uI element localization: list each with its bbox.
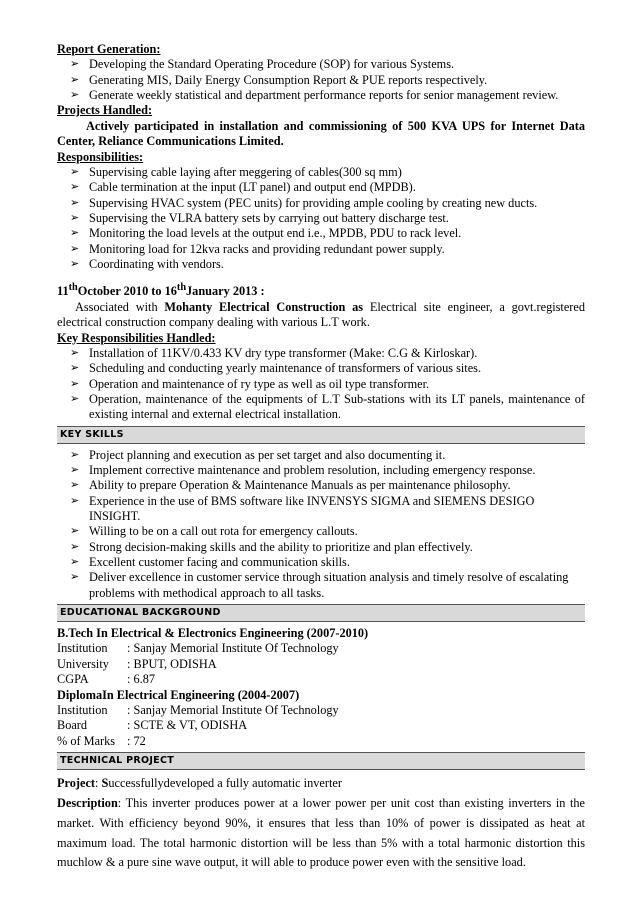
- report-generation-list: [57, 57, 585, 103]
- edu-value: : 72: [127, 733, 146, 748]
- list-item: ➢ Monitoring the load levels at the output end i.e., MPDB, PDU to rack level.: [60, 226, 585, 241]
- edu-label: % of Marks: [57, 733, 116, 748]
- list-item: ➢ Deliver excellence in customer service through situation analysis and timely resolve of escalating problems with methodical approach to all tasks.: [60, 570, 585, 601]
- edu-value: : BPUT, ODISHA: [127, 656, 217, 671]
- list-item: ➢ Strong decision-making skills and the ability to prioritize and plan effectively.: [60, 540, 585, 555]
- edu-label: University: [57, 656, 109, 671]
- edu-value: : Sanjay Memorial Institute Of Technology: [127, 641, 339, 656]
- key-responsibilities-heading: Key Responsibilities Handled:: [57, 330, 216, 345]
- role-text: Electrical site engineer,: [363, 299, 493, 314]
- edu-value: : 6.87: [127, 672, 156, 687]
- list-item: ➢ Operation and maintenance of ry type as well as oil type transformer.: [60, 377, 585, 392]
- list-item: ➢ Cable termination at the input (LT panel) and output end (MPDB).: [60, 180, 585, 195]
- list-item: ➢ Coordinating with vendors.: [60, 257, 585, 272]
- resume-page: [57, 42, 585, 873]
- education-heading: EDUCATIONAL BACKGROUND: [57, 604, 585, 622]
- edu-row: [57, 703, 585, 718]
- edu-row: [57, 672, 585, 687]
- as-word: as: [345, 299, 364, 314]
- list-item: ➢ Project planning and execution as per set target and also documenting it.: [60, 448, 585, 463]
- list-item: ➢ Implement corrective maintenance and problem resolution, including emergency response.: [60, 463, 585, 478]
- edu-row: [57, 657, 585, 672]
- description-text: This inverter produces power at a lower power per unit cost than existing inverters in the market. With efficiency beyond 90%, it ensures that less than 10% of power is dissipated as heat at maximum load. The total harmonic distortion will be less than 5% with a total harmonic distortion this muchlow & a pure sine wave output, it will able to produce power even with the sensitive load.: [57, 795, 585, 870]
- list-item: ➢ Supervising cable laying after meggering of cables(300 sq mm): [60, 165, 585, 180]
- report-generation-heading: Report Generation:: [57, 42, 161, 56]
- responsibilities-list: [57, 165, 585, 273]
- edu-label: Board: [57, 718, 88, 733]
- edu-label: CGPA: [57, 672, 89, 687]
- edu-value: : SCTE & VT, ODISHA: [127, 718, 248, 733]
- edu-value: : Sanjay Memorial Institute Of Technology: [127, 702, 339, 717]
- start-day: 11: [57, 284, 69, 299]
- description-label: Description: [57, 795, 118, 810]
- start-suffix: th: [68, 282, 78, 294]
- projects-heading: Projects Handled:: [57, 103, 153, 118]
- project-description: Description: This inverter produces power at a lower power per unit cost than existing inverters in the market. With efficiency beyond 90%, it ensures that less than 10% of power is dissipated as heat at maximum load. The total harmonic distortion will be less than 5% with a total harmonic distortion this muchlow & a pure sine wave output, it will able to produce power even with the sensitive load.: [57, 795, 585, 870]
- end-rest: January 2013 :: [186, 284, 265, 299]
- project-label: Project: [57, 775, 96, 790]
- job-association: [57, 300, 585, 331]
- key-responsibilities-list: [57, 346, 585, 423]
- assoc-prefix: Associated with: [75, 299, 165, 314]
- edu-label: Institution: [57, 702, 108, 717]
- key-skills-list: [57, 448, 585, 602]
- list-item: ➢ Generate weekly statistical and department performance reports for senior management review.: [60, 88, 585, 103]
- list-item: ➢ Willing to be on a call out rota for emergency callouts.: [60, 524, 585, 539]
- list-item: ➢ Monitoring load for 12kva racks and providing redundant power supply.: [60, 242, 585, 257]
- list-item: ➢ Operation, maintenance of the equipments of L.T Sub-stations with its LT panels, maintenance of existing internal and external electrical installation.: [60, 392, 585, 423]
- job-description: a govt.registered electrical construction company dealing with various L.T work.: [57, 299, 585, 330]
- edu-row: [57, 641, 585, 656]
- list-item: ➢ Experience in the use of BMS software like INVENSYS SIGMA and SIEMENS DESIGO INSIGHT.: [60, 494, 585, 525]
- list-item: ➢ Supervising HVAC system (PEC units) for providing ample cooling by creating new ducts.: [60, 196, 585, 211]
- btech-title: B.Tech In Electrical & Electronics Engineering (2007-2010): [57, 626, 369, 641]
- list-item: ➢ Installation of 11KV/0.433 KV dry type transformer (Make: C.G & Kirloskar).: [60, 346, 585, 361]
- project-initial: S: [101, 775, 109, 790]
- key-skills-heading: KEY SKILLS: [57, 426, 585, 444]
- project-line: Project: Successfullydeveloped a fully automatic inverter: [57, 775, 342, 790]
- project-text: uccessfullydeveloped a fully automatic inverter: [108, 775, 342, 790]
- edu-row: [57, 718, 585, 733]
- company-name: Mohanty Electrical Construction: [164, 299, 346, 314]
- list-item: ➢ Scheduling and conducting yearly maintenance of transformers of various sites.: [60, 361, 585, 376]
- edu-row: [57, 734, 585, 749]
- list-item: ➢ Supervising the VLRA battery sets by carrying out battery discharge test.: [60, 211, 585, 226]
- job-date-range: [57, 282, 585, 299]
- start-rest: October 2010 to 16: [77, 284, 177, 299]
- list-item: ➢ Ability to prepare Operation & Maintenance Manuals as per maintenance philosophy.: [60, 478, 585, 493]
- list-item: ➢ Developing the Standard Operating Procedure (SOP) for various Systems.: [60, 57, 585, 72]
- diploma-title: DiplomaIn Electrical Engineering (2004-2007): [57, 687, 300, 702]
- list-item: ➢ Excellent customer facing and communication skills.: [60, 555, 585, 570]
- end-suffix: th: [176, 282, 187, 294]
- projects-statement: Actively participated in installation and commissioning of 500 KVA UPS for Internet Data Center, Reliance Communications Limited.: [57, 118, 585, 149]
- responsibilities-heading: Responsibilities:: [57, 149, 144, 164]
- edu-label: Institution: [57, 641, 108, 656]
- technical-project-heading: TECHNICAL PROJECT: [57, 752, 585, 770]
- list-item: ➢ Generating MIS, Daily Energy Consumption Report & PUE reports respectively.: [60, 73, 585, 88]
